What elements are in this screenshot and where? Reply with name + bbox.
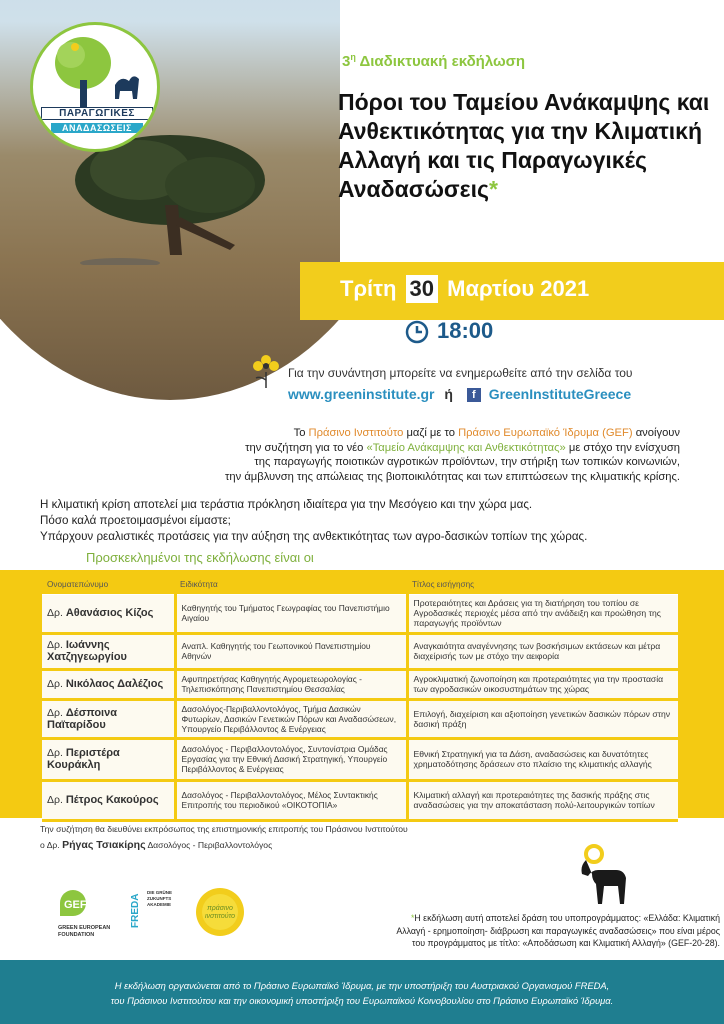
green-institute-logo [194, 886, 246, 943]
table-row [42, 594, 678, 633]
speaker-name: Δρ. Περιστέρα Κουράκλη [42, 738, 175, 780]
header-specialty: Ειδικότητα [175, 576, 407, 594]
speaker-topic: Αγροκλιματική ζωνοποίηση και προτεραιότητες για την προστασία των αγροδασικών οικοσυστημάτων της χώρας [407, 669, 678, 699]
speaker-name: Δρ. Νικόλαος Δαλέζιος [42, 669, 175, 699]
intro-paragraph: Το Πράσινο Ινστιτούτο μαζί με το Πράσινο Ευρωπαϊκό Ίδρυμα (GEF) ανοίγουν την συζήτηση για το νέο «Ταμείο Ανάκαμψης και Ανθεκτικότητας» με στόχο την ενίσχυση της παραγωγής ποιοτικών αγροτικών προϊόντων, την στήριξη των τοπικών κοινωνιών, την άμβλυνση της απώλειας της βιοποικιλότητας και των επιπτώσεων της κλιματικής κρίσης. [225, 427, 680, 483]
speaker-specialty: Δασολόγος - Περιβαλλοντολόγος, Συντονίστρια Ομάδας Εργασίας για την Εθνική Δασική Στρατηγική, Υπουργείο Περιβάλλοντος & Ενέργειας [175, 738, 407, 780]
goat-icon [574, 842, 634, 912]
moderator-info: Την συζήτηση θα διευθύνει εκπρόσωπος της επιστημονικής επιτροπής του Πράσινου Ινστιτούτου ο Δρ. Ρήγας Τσιακίρης Δασολόγος - Περιβαλλοντολόγος [40, 824, 408, 851]
flower-icon [248, 350, 284, 390]
speaker-name: Δρ. Αθανάσιος Κίζος [42, 594, 175, 633]
logo-text-line1: ΠΑΡΑΓΩΓΙΚΕΣ [41, 107, 153, 120]
org-link-green-institute: Πράσινο Ινστιτούτο [308, 427, 404, 439]
tree-logo-icon [33, 25, 160, 115]
facebook-link[interactable]: GreenInstituteGreece [488, 386, 632, 402]
logo-text-line2: ΑΝΑΔΑΣΩΣΕΙΣ [51, 123, 143, 133]
invited-heading: Προσκεκλημένοι της εκδήλωσης είναι οι [86, 550, 314, 565]
hero-photo [0, 0, 340, 400]
program-footnote: *Η εκδήλωση αυτή αποτελεί δράση του υποπρογράμματος: «Ελλάδα: Κλιματική Αλλαγή - ερημοποίηση- διάβρωση και παραγωγικές αναδασώσεις» που είναι μέρος του προγράμματος με τίτλο: «Αποδάσωση και Κλιματική Αλλαγή» (GEF-20-28). [396, 913, 720, 948]
info-text: Για την συνάντηση μπορείτε να ενημερωθείτε από την σελίδα του [288, 366, 633, 380]
speakers-table [42, 576, 678, 822]
speaker-name: Δρ. Ιωάννης Χατζηγεωργίου [42, 633, 175, 669]
table-row [42, 780, 678, 820]
table-row [42, 669, 678, 699]
svg-text:ινστιτούτο: ινστιτούτο [204, 913, 236, 920]
table-row [42, 738, 678, 780]
facebook-icon: f [467, 388, 481, 402]
freda-logo: FREDA DIE GRÜNE ZUKUNFTS AKADEMIE [130, 890, 173, 928]
svg-text:GEF: GEF [64, 899, 87, 911]
speaker-specialty: Αφυπηρετήσας Καθηγητής Αγρομετεωρολογίας - Τηλεπισκόπησης Πανεπιστημίου Θεσσαλίας [175, 669, 407, 699]
speaker-topic: Κλιματική αλλαγή και προτεραιότητες της δασικής πράξης στις αναδασώσεις για την αποκατάσταση πολύ-λειτουργικών τοπίων [407, 780, 678, 820]
event-date: Τρίτη 30 Μαρτίου 2021 [340, 276, 590, 301]
table-header-row [42, 576, 678, 594]
speaker-specialty: Δασολόγος - Περιβαλλοντολόγος, Μέλος Συντακτικής Επιτροπής του περιοδικού «ΟΙΚΟΤΟΠΙΑ» [175, 780, 407, 820]
header-topic: Τίτλος εισήγησης [407, 576, 678, 594]
speaker-topic: Επιλογή, διαχείριση και αξιοποίηση γενετικών δασικών πόρων στην δασική πράξη [407, 699, 678, 738]
gef-mark-icon [58, 888, 102, 918]
fund-name: «Ταμείο Ανάκαμψης και Ανθεκτικότητας» [366, 441, 566, 454]
website-link[interactable]: www.greeninstitute.gr [288, 386, 435, 402]
page-title: Πόροι του Ταμείου Ανάκαμψης και Ανθεκτικότητας για την Κλιματική Αλλαγή και τις Παραγωγικές Αναδασώσεις* [338, 89, 710, 202]
paragogikes-anadasoseis-logo [30, 22, 160, 152]
footer-band: Η εκδήλωση οργανώνεται από το Πράσινο Ευρωπαϊκό Ίδρυμα, με την υποστήριξη του Αυστριακού Οργανισμού FREDA, του Πράσινου Ινστιτούτου και την οικονομική υποστήριξη του Ευρωπαϊκού Κοινοβουλίου στο Πράσινο Ευρωπαϊκό Ίδρυμα. [0, 960, 724, 1024]
speaker-topic: Εθνική Στρατηγική για τα Δάση, αναδασώσεις και δυνατότητες χρηματοδότησης δράσεων στο πλαίσιο της κλιματικής αλλαγής [407, 738, 678, 780]
org-link-gef: Πράσινο Ευρωπαϊκό Ίδρυμα (GEF) [458, 427, 633, 439]
speaker-topic: Αναγκαιότητα αναγέννησης των βοσκήσιμων εκτάσεων και μέτρα διαχείρισής των με στόχο την αειφορία [407, 633, 678, 669]
svg-text:πράσινο: πράσινο [207, 905, 233, 912]
speaker-specialty: Δασολόγος-Περιβαλλοντολόγος, Τμήμα Δασικών Φυτωρίων, Δασικών Γενετικών Πόρων και Αναδασώσεων, Υπουργείο Περιβάλλοντος & Ενέργειας [175, 699, 407, 738]
header-name: Ονοματεπώνυμο [42, 576, 175, 594]
event-time: 18:00 [405, 318, 493, 344]
speaker-name: Δρ. Δέσποινα Παϊταρίδου [42, 699, 175, 738]
speaker-topic: Προτεραιότητες και Δράσεις για τη διατήρηση του τοπίου σε Αγροδασικές περιοχές μέσα από την ανάδειξη και προώθηση της παραγωγής προϊόντων [407, 594, 678, 633]
crisis-paragraph: Η κλιματική κρίση αποτελεί μια τεράστια πρόκληση ιδιαίτερα για την Μεσόγειο και την χώρα μας. Πόσο καλά προετοιμασμένοι είμαστε; Υπάρχουν ρεαλιστικές προτάσεις για την αύξηση της ανθεκτικότητας των αγρο-δασικών τοπίων της χώρας. [40, 498, 588, 543]
table-row [42, 699, 678, 738]
gef-logo: GEF GREEN EUROPEAN FOUNDATION [58, 888, 110, 939]
clock-icon [405, 320, 429, 344]
sun-icon [194, 886, 246, 938]
event-day: 30 [406, 275, 438, 303]
event-number-label: $3^\eta$ Διαδικτυακή εκδήλωση [342, 52, 526, 70]
speaker-name: Δρ. Πέτρος Κακούρος [42, 780, 175, 820]
table-row [42, 633, 678, 669]
speaker-specialty: Καθηγητής του Τμήματος Γεωγραφίας του Πανεπιστήμιο Αιγαίου [175, 594, 407, 633]
info-links: www.greeninstitute.gr ή f GreenInstituteGreece [288, 386, 632, 402]
speaker-specialty: Αναπλ. Καθηγητής του Γεωπονικού Πανεπιστημίου Αθηνών [175, 633, 407, 669]
